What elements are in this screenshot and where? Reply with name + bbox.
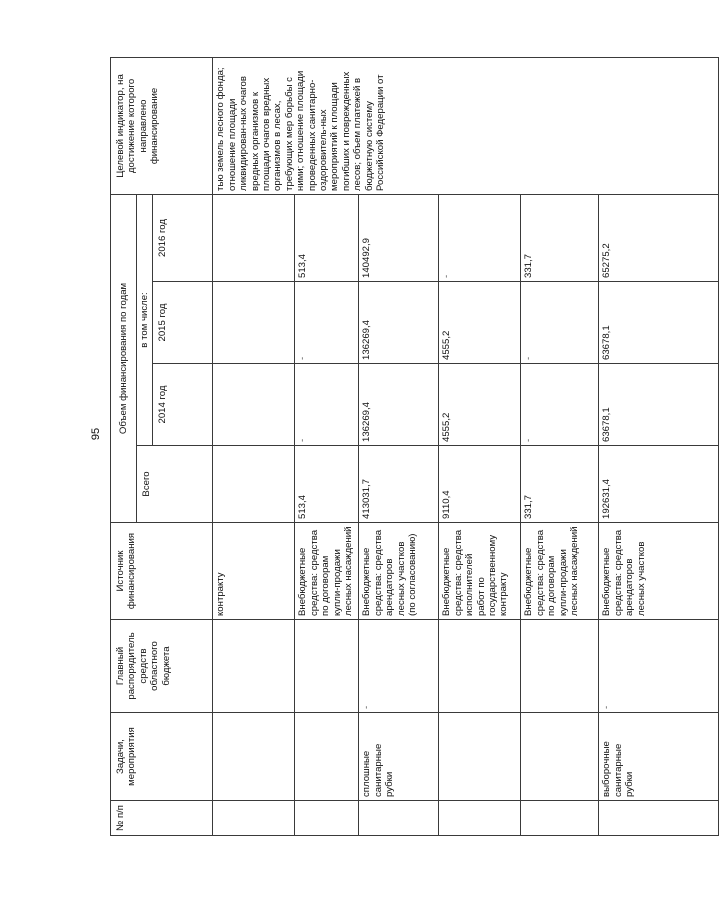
cell-task: выборочные санитарные рубки (599, 713, 719, 801)
table-row (213, 57, 295, 835)
cell-num (599, 801, 719, 836)
cell-num (439, 801, 521, 836)
cell-2015 (213, 282, 295, 364)
cell-2015: - (521, 282, 599, 364)
cell-2015: 4555,2 (439, 282, 521, 364)
cell-admin (295, 620, 359, 713)
cell-task: сплошные санитарные рубки (359, 713, 439, 801)
cell-2014 (213, 364, 295, 446)
header-indicator: Целевой индикатор, на достижение которого направлено финансирование (111, 57, 213, 194)
cell-2014: 136269,4 (359, 364, 439, 446)
cell-2016: 65275,2 (599, 194, 719, 281)
cell-source: Внебюджетные средства: средства арендаторов лесных участков (по согласованию) (359, 523, 439, 620)
cell-2016: - (439, 194, 521, 281)
cell-total (213, 446, 295, 523)
header-num: № п/п (111, 801, 213, 836)
rotated-table-wrapper (110, 58, 647, 836)
financing-table (110, 57, 719, 836)
cell-2015: 63678,1 (599, 282, 719, 364)
cell-2016: 140492,9 (359, 194, 439, 281)
cell-admin: - (359, 620, 439, 713)
header-admin: Главный распорядитель средств областного бюджета (111, 620, 213, 713)
header-2016: 2016 год (153, 194, 213, 281)
cell-task (295, 713, 359, 801)
header-incl: в том числе: (137, 194, 153, 445)
cell-2015: 136269,4 (359, 282, 439, 364)
cell-task (213, 713, 295, 801)
header-task: Задачи, мероприятия (111, 713, 213, 801)
cell-2014: - (295, 364, 359, 446)
header-2014: 2014 год (153, 364, 213, 446)
cell-total: 513,4 (295, 446, 359, 523)
cell-2015: - (295, 282, 359, 364)
cell-source: Внебюджетные средства: средства исполнителей работ по государственному контракту (439, 523, 521, 620)
cell-2014: - (521, 364, 599, 446)
cell-2016: 331,7 (521, 194, 599, 281)
cell-2014: 4555,2 (439, 364, 521, 446)
cell-source: Внебюджетные средства: средства по договорам купли-продажи лесных насаждений (521, 523, 599, 620)
cell-admin (439, 620, 521, 713)
cell-num (295, 801, 359, 836)
cell-task (521, 713, 599, 801)
cell-num (359, 801, 439, 836)
cell-2016 (213, 194, 295, 281)
cell-admin (213, 620, 295, 713)
header-row-1 (111, 57, 137, 835)
header-volume: Объем финансирования по годам (111, 194, 137, 522)
page-number: 95 (90, 427, 103, 441)
cell-num (213, 801, 295, 836)
cell-source: Внебюджетные средства: средства арендаторов лесных участков (599, 523, 719, 620)
cell-admin: - (599, 620, 719, 713)
cell-2014: 63678,1 (599, 364, 719, 446)
header-source: Источник финансирования (111, 523, 213, 620)
cell-total: 331,7 (521, 446, 599, 523)
cell-2016: 513,4 (295, 194, 359, 281)
cell-source: Внебюджетные средства: средства по договорам купли-продажи лесных насаждений (295, 523, 359, 620)
cell-total: 9110,4 (439, 446, 521, 523)
cell-total: 413031,7 (359, 446, 439, 523)
cell-total: 192631,4 (599, 446, 719, 523)
cell-source: контракту (213, 523, 295, 620)
cell-indicator: тью земель лесного фонда; отношение площади ликвидирован-ных очагов вредных организмов к площади очагов вредных организмов в лесах, требующих мер борьбы с ними; отношение площади проведенных санитарно-оздоровитель-ных мероприятий к площади погибших и поврежденных лесов; объем платежей в бюджетную систему Российской Федерации от (213, 57, 719, 194)
cell-num (521, 801, 599, 836)
cell-task (439, 713, 521, 801)
cell-admin (521, 620, 599, 713)
header-2015: 2015 год (153, 282, 213, 364)
header-total: Всего (137, 446, 213, 523)
